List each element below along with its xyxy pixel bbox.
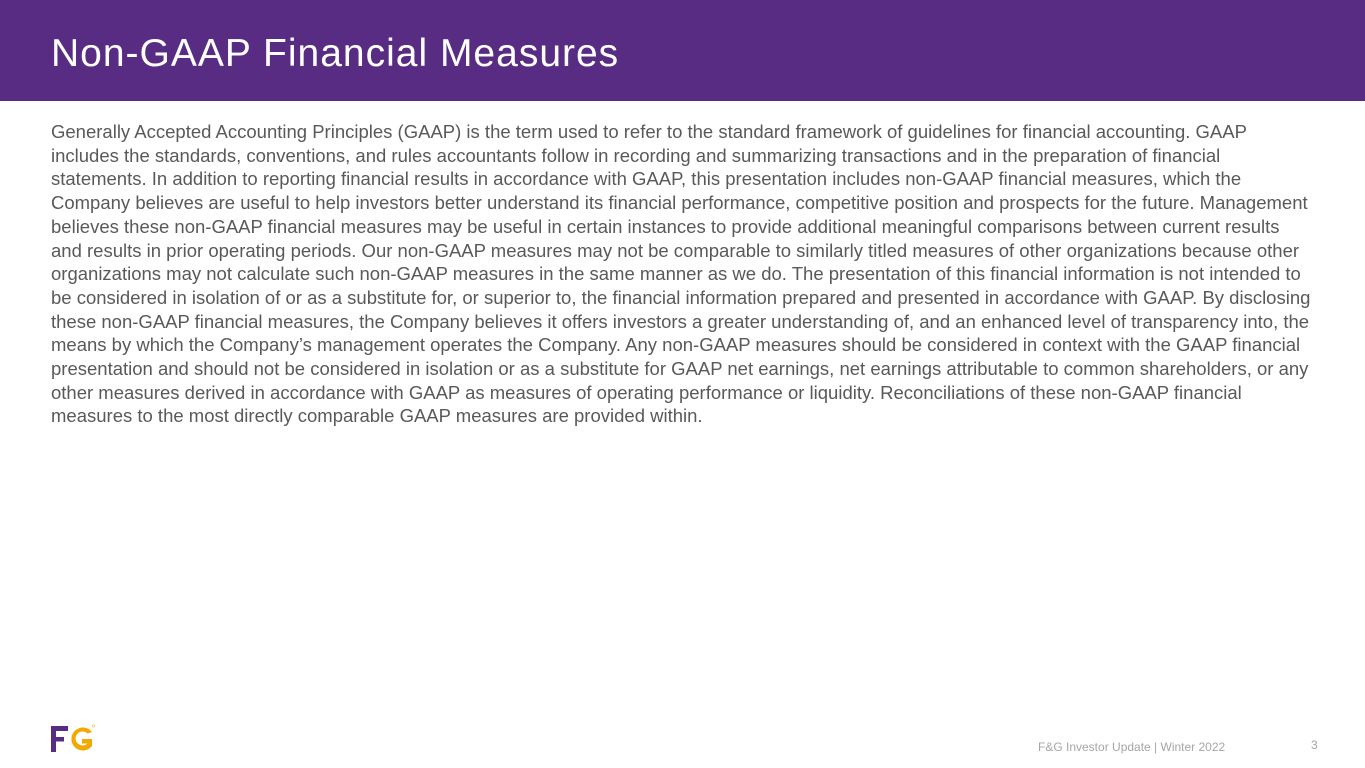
logo-wordmark: & — [65, 740, 73, 751]
fg-logo-mark — [51, 724, 95, 754]
slide-body-paragraph: Generally Accepted Accounting Principles (GAAP) is the term used to refer to the standard framework of guidelines for financial accounting. GAAP includes the standards, conventions, and rules accountants follow in recording and summarizing transactions and in the preparation of financial statements. In addition to reporting financial results in accordance with GAAP, this presentation includes non-GAAP financial measures, which the Company believes are useful to help investors better understand its financial performance, competitive position and prospects for the future. Management believes these non-GAAP financial measures may be useful in certain instances to provide additional meaningful comparisons between current results and results in prior operating periods. Our non-GAAP measures may not be comparable to similarly titled measures of other organizations because other organizations may not calculate such non-GAAP measures in the same manner as we do. The presentation of this financial information is not intended to be considered in isolation of or as a substitute for, or superior to, the financial information prepared and presented in accordance with GAAP. By disclosing these non-GAAP financial measures, the Company believes it offers investors a greater understanding of, and an enhanced level of transparency into, the means by which the Company’s management operates the Company. Any non-GAAP measures should be considered in context with the GAAP financial presentation and should not be considered in isolation or as a substitute for GAAP net earnings, net earnings attributable to common shareholders, or any other measures derived in accordance with GAAP as measures of operating performance or liquidity. Reconciliations of these non-GAAP financial measures to the most directly comparable GAAP measures are provided within. — [51, 121, 1311, 427]
slide-title: Non-GAAP Financial Measures — [51, 32, 620, 75]
footer-caption: F&G Investor Update | Winter 2022 — [1038, 740, 1226, 754]
title-bar — [0, 0, 1365, 101]
page-number: 3 — [1311, 738, 1318, 752]
fg-logo — [51, 724, 95, 754]
